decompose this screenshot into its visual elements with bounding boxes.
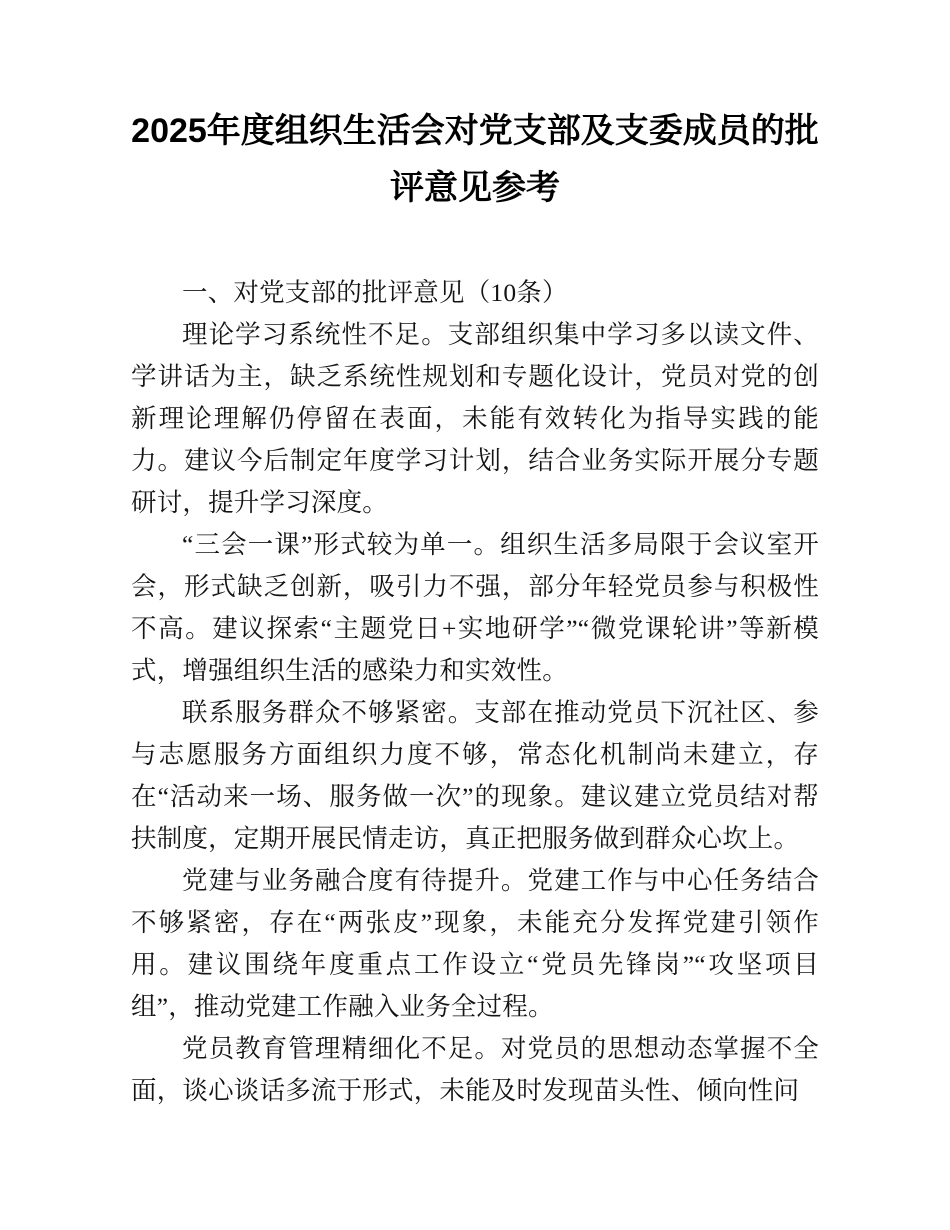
paragraph-theoretical-study: 理论学习系统性不足。支部组织集中学习多以读文件、学讲话为主，缺乏系统性规划和专题化设计，党员对党的创新理论理解仍停留在表面，未能有效转化为指导实践的能力。建议今后制定年度学习计划，结合业务实际开展分专题研讨，提升学习深度。 xyxy=(131,320,819,517)
paragraph-three-meetings-one-lesson: “三会一课”形式较为单一。组织生活多局限于会议室开会，形式缺乏创新，吸引力不强，部分年轻党员参与积极性不高。建议探索“主题党日+实地研学”“微党课轮讲”等新模式，增强组织生活的感染力和实效性。 xyxy=(131,530,819,685)
document-body xyxy=(131,272,819,1112)
section-heading: 一、对党支部的批评意见（10条） xyxy=(182,278,568,307)
page-title: 2025年度组织生活会对党支部及支委成员的批评意见参考 xyxy=(131,112,819,207)
paragraph-serving-the-masses: 联系服务群众不够紧密。支部在推动党员下沉社区、参与志愿服务方面组织力度不够，常态化机制尚未建立，存在“活动来一场、服务做一次”的现象。建议建立党员结对帮扶制度，定期开展民情走访，真正把服务做到群众心坎上。 xyxy=(131,698,819,853)
paragraph-member-education-management: 党员教育管理精细化不足。对党员的思想动态掌握不全面，谈心谈话多流于形式，未能及时发现苗头性、倾向性问 xyxy=(131,1034,819,1105)
paragraph-party-building-business-integration: 党建与业务融合度有待提升。党建工作与中心任务结合不够紧密，存在“两张皮”现象，未能充分发挥党建引领作用。建议围绕年度重点工作设立“党员先锋岗”“攻坚项目组”，推动党建工作融入业务全过程。 xyxy=(131,866,819,1021)
